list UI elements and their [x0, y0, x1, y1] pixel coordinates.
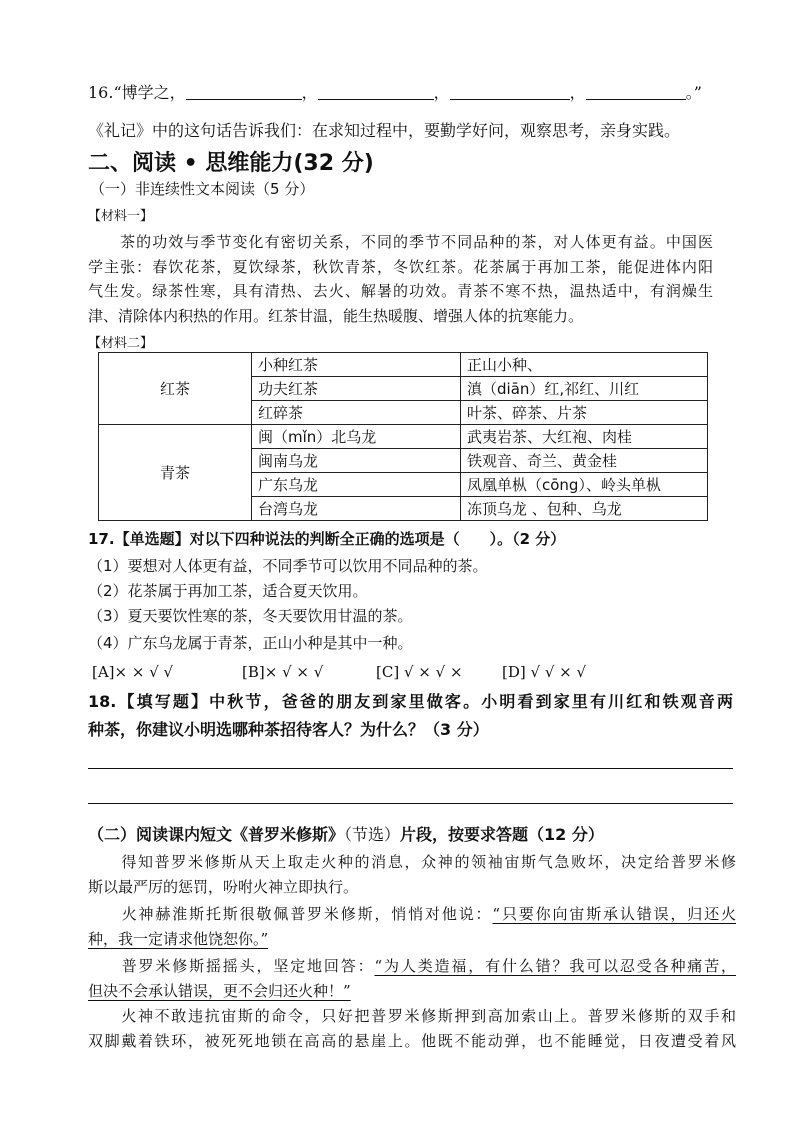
- underlined-quote: “只要你向宙斯承认错误，归还火: [492, 905, 736, 923]
- question-16: [88, 80, 702, 103]
- question-17-stem: 17.【单选题】对以下四种说法的判断全正确的选项是（ ）。（2 分）: [88, 530, 566, 548]
- story-line: 火神不敢违抗宙斯的命令，只好把普罗米修斯押到高加索山上。普罗米修斯的双手和: [88, 1007, 736, 1025]
- tea-varieties: 滇（diān）红,祁红、川红: [461, 377, 708, 401]
- question-18: [88, 688, 733, 744]
- tea-type: 功夫红茶: [252, 377, 461, 401]
- tea-category: 青茶: [99, 425, 252, 521]
- story-paragraph-2: [88, 902, 736, 952]
- liji-explanation: 《礼记》中的这句话告诉我们：在求知过程中，要勤学好问，观察思考，亲身实践。: [88, 121, 681, 140]
- material-1-line: 津、清除体内积热的作用。红茶甘温，能生热暖腹、增强人体的抗寒能力。: [88, 306, 584, 325]
- sub2-title-part-1: （二）阅读课内短文《普罗米修斯》: [88, 825, 345, 844]
- material-2-label: 【材料二】: [88, 336, 154, 351]
- tea-varieties: 冻顶乌龙 、包种、乌龙: [461, 497, 708, 521]
- table-row: [99, 425, 708, 449]
- material-1-line: 学主张：春饮花茶，夏饮绿茶，秋饮青茶，冬饮红茶。花茶属于再加工茶，能促进体内阳: [88, 257, 713, 276]
- q17-statement-2: （2）花茶属于再加工茶，适合夏天饮用。: [88, 582, 368, 600]
- story-line: 斯以最严厉的惩罚，吩咐火神立即执行。: [88, 878, 359, 896]
- q16-blank-2[interactable]: [318, 83, 434, 100]
- underlined-quote: 种，我一定请求他饶恕你。”: [88, 930, 269, 948]
- q16-blank-1[interactable]: [186, 83, 302, 100]
- tea-varieties: 武夷岩茶、大红袍、肉桂: [461, 425, 708, 449]
- q16-blank-3[interactable]: [450, 83, 570, 100]
- q16-sep-2: ，: [433, 83, 450, 102]
- q17-choice-d[interactable]: [D] √ √ × √: [502, 663, 587, 681]
- story-paragraph-1: [88, 850, 736, 900]
- tea-varieties: 铁观音、奇兰、黄金桂: [461, 449, 708, 473]
- q17-choice-b[interactable]: [B]× √ × √: [242, 663, 324, 681]
- tea-varieties: 叶茶、碎茶、片茶: [461, 401, 708, 425]
- q16-suffix: 。”: [685, 83, 702, 102]
- tea-type: 台湾乌龙: [252, 497, 461, 521]
- tea-type: 闽（mǐn）北乌龙: [252, 425, 461, 449]
- answer-line-1[interactable]: [88, 768, 733, 769]
- story-line: 得知普罗米修斯从天上取走火种的消息，众神的领袖宙斯气急败坏，决定给普罗米修: [88, 853, 736, 871]
- q16-blank-4[interactable]: [586, 83, 686, 100]
- tea-varieties: 凤凰单枞（cōng）、岭头单枞: [461, 473, 708, 497]
- material-1-label: 【材料一】: [88, 209, 154, 224]
- sub2-title-part-2: （节选）: [344, 825, 401, 844]
- subsection-2-title: [88, 822, 604, 845]
- tea-type: 红碎茶: [252, 401, 461, 425]
- story-paragraph-4: [88, 1004, 736, 1054]
- answer-line-2[interactable]: [88, 803, 733, 804]
- story-line: [88, 954, 736, 979]
- tea-type: 闽南乌龙: [252, 449, 461, 473]
- section-2-title: 二、阅读 • 思维能力(32 分): [88, 151, 374, 176]
- story-line: [88, 902, 736, 927]
- material-1-text: [88, 230, 713, 328]
- tea-table: [98, 352, 708, 521]
- story-line: [88, 979, 736, 1004]
- tea-category: 红茶: [99, 353, 252, 425]
- tea-type: 小种红茶: [252, 353, 461, 377]
- q17-statement-3: （3）夏天要饮性寒的茶，冬天要饮用甘温的茶。: [88, 607, 413, 625]
- underlined-quote: 但决不会承认错误，更不会归还火种！”: [88, 982, 351, 1000]
- sub2-title-part-3: 片段，按要求答题（12 分）: [400, 825, 604, 844]
- q17-choice-a[interactable]: [A]× × √ √: [92, 663, 174, 681]
- q17-statement-4: （4）广东乌龙属于青茶，正山小种是其中一种。: [88, 634, 413, 652]
- q16-sep-3: ，: [569, 83, 586, 102]
- material-1-line: 茶的功效与季节变化有密切关系，不同的季节不同品种的茶，对人体更有益。中国医: [88, 233, 713, 251]
- q18-line-2: 种茶，你建议小明选哪种茶招待客人？为什么？（3 分）: [88, 720, 489, 739]
- underlined-quote: “为人类造福，有什么错？我可以忍受各种痛苦，: [374, 957, 736, 975]
- subsection-1-title: （一）非连续性文本阅读（5 分）: [90, 180, 315, 198]
- story-line: [88, 927, 736, 952]
- story-line: 双脚戴着铁环，被死死地锁在高高的悬崖上。他既不能动弹，也不能睡觉，日夜遭受着风: [88, 1032, 736, 1050]
- story-lead: 普罗米修斯摇摇头，坚定地回答：: [88, 957, 375, 975]
- story-paragraph-3: [88, 954, 736, 1004]
- q17-choice-c[interactable]: [C] √ × √ ×: [376, 663, 463, 681]
- q17-statement-1: （1）要想对人体更有益，不同季节可以饮用不同品种的茶。: [88, 557, 488, 575]
- tea-type: 广东乌龙: [252, 473, 461, 497]
- table-row: [99, 353, 708, 377]
- q16-prefix: 16.“博学之，: [88, 83, 186, 102]
- tea-varieties: 正山小种、: [461, 353, 708, 377]
- q16-sep-1: ，: [301, 83, 318, 102]
- story-lead: 火神赫淮斯托斯很敬佩普罗米修斯，悄悄对他说：: [88, 905, 493, 923]
- q18-line-1: 18.【填写题】中秋节，爸爸的朋友到家里做客。小明看到家里有川红和铁观音两: [88, 692, 733, 711]
- material-1-line: 气生发。绿茶性寒，具有清热、去火、解暑的功效。青茶不寒不热，温热适中，有润燥生: [88, 282, 713, 300]
